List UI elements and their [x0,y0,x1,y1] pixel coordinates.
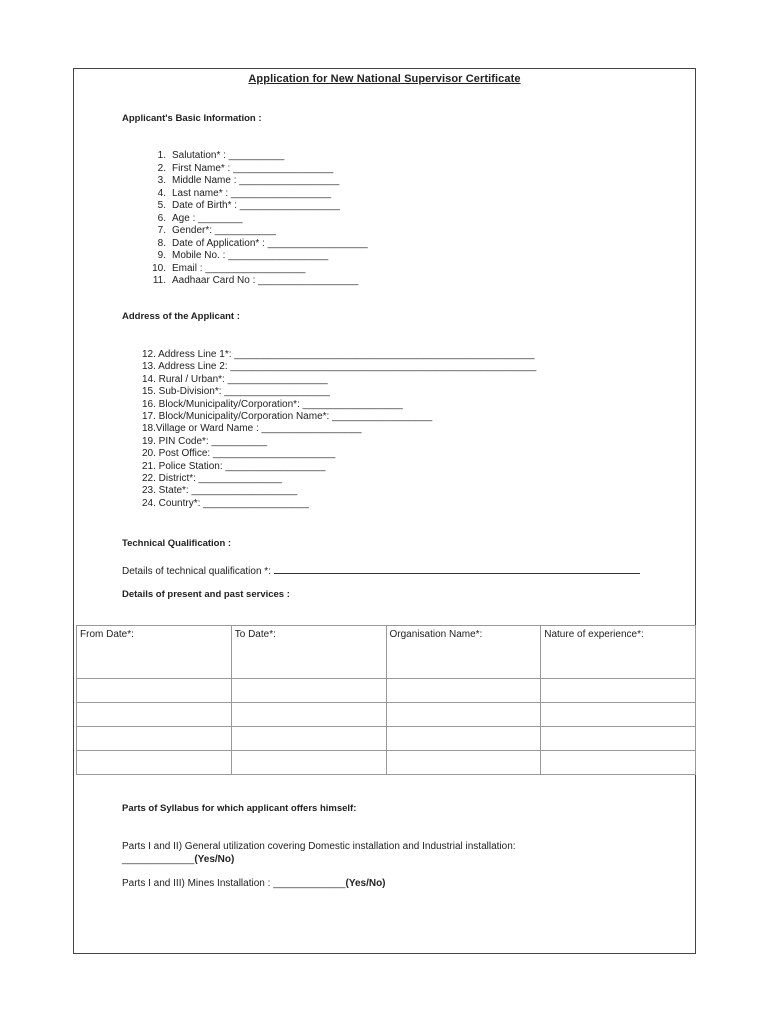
basic-info-item[interactable]: 9. Mobile No. : __________________ [157,250,329,261]
table-cell[interactable] [77,727,232,751]
technical-heading: Technical Qualification : [122,538,232,549]
basic-info-item[interactable]: 11. Aadhaar Card No : __________________ [152,275,359,286]
basic-info-item[interactable]: 4. Last name* : __________________ [157,187,332,199]
services-heading: Details of present and past services : [122,589,290,600]
technical-details-row[interactable] [122,564,640,577]
basic-info-item[interactable]: 1. Salutation* : __________ [157,150,285,161]
table-cell[interactable] [541,727,696,751]
basic-info-item[interactable]: 5. Date of Birth* : __________________ [157,200,340,211]
address-item[interactable]: 13. Address Line 2: _______________________________________________________ [142,361,537,373]
table-cell[interactable] [541,751,696,775]
address-item[interactable]: 12. Address Line 1*: ______________________________________________________ [142,349,535,360]
table-row [77,679,696,703]
table-cell[interactable] [231,751,386,775]
basic-info-item[interactable]: 2. First Name* : __________________ [157,162,334,174]
basic-info-item[interactable]: 10. Email : __________________ [152,262,306,274]
syllabus-part1-text: Parts I and II) General utilization covering Domestic installation and Industrial installation: [122,841,516,852]
col-organisation-name: Organisation Name*: [386,626,541,679]
table-cell[interactable] [231,703,386,727]
address-item[interactable]: 22. District*: _______________ [142,473,283,485]
form-title: Application for New National Supervisor Certificate [248,73,521,85]
col-from-date: From Date*: [77,626,232,679]
syllabus-part1-blank[interactable]: _____________ [122,854,195,865]
yes-no-label: (Yes/No) [194,854,235,865]
col-to-date: To Date*: [231,626,386,679]
basic-info-item[interactable]: 3. Middle Name : __________________ [157,175,340,186]
table-cell[interactable] [386,751,541,775]
table-cell[interactable] [77,679,232,703]
basic-info-list [144,150,368,288]
table-cell[interactable] [231,727,386,751]
technical-details-label: Details of technical qualification *: [122,566,271,577]
table-cell[interactable] [541,703,696,727]
table-cell[interactable] [386,727,541,751]
syllabus-part2-row[interactable] [122,878,386,889]
address-list [142,349,536,510]
basic-info-item[interactable]: 7. Gender*: ___________ [157,225,276,236]
table-cell[interactable] [386,703,541,727]
table-cell[interactable] [77,751,232,775]
address-heading: Address of the Applicant : [122,311,240,322]
yes-no-label: (Yes/No) [345,878,386,889]
address-item[interactable]: 14. Rural / Urban*: __________________ [142,373,328,385]
syllabus-part2-blank[interactable]: _____________ [273,878,346,889]
syllabus-heading: Parts of Syllabus for which applicant offers himself: [122,803,357,814]
address-item[interactable]: 21. Police Station: __________________ [142,460,326,472]
address-item[interactable]: 20. Post Office: ______________________ [142,448,336,460]
basic-info-item[interactable]: 8. Date of Application* : __________________ [157,237,368,249]
address-item[interactable]: 23. State*: ___________________ [142,485,298,497]
address-item[interactable]: 17. Block/Municipality/Corporation Name*: __________________ [142,411,433,423]
table-cell[interactable] [386,679,541,703]
col-nature-of-experience: Nature of experience*: [541,626,696,679]
address-item[interactable]: 16. Block/Municipality/Corporation*: __________________ [142,398,403,410]
address-item[interactable]: 18.Village or Ward Name : __________________ [142,423,362,435]
application-form [73,68,696,954]
table-header-row [77,626,696,679]
services-table [76,625,696,775]
syllabus-part2-text: Parts I and III) Mines Installation : [122,878,274,889]
table-row [77,727,696,751]
syllabus-part1-answer[interactable] [122,854,234,865]
address-item[interactable]: 19. PIN Code*: __________ [142,435,268,447]
address-item[interactable]: 24. Country*: ___________________ [142,497,309,509]
table-row [77,703,696,727]
table-cell[interactable] [77,703,232,727]
table-cell[interactable] [231,679,386,703]
basic-info-heading: Applicant's Basic Information : [122,113,262,124]
table-cell[interactable] [541,679,696,703]
technical-details-line[interactable] [274,564,640,574]
basic-info-item[interactable]: 6. Age : ________ [157,212,243,224]
address-item[interactable]: 15. Sub-Division*: ___________________ [142,386,330,398]
table-row [77,751,696,775]
